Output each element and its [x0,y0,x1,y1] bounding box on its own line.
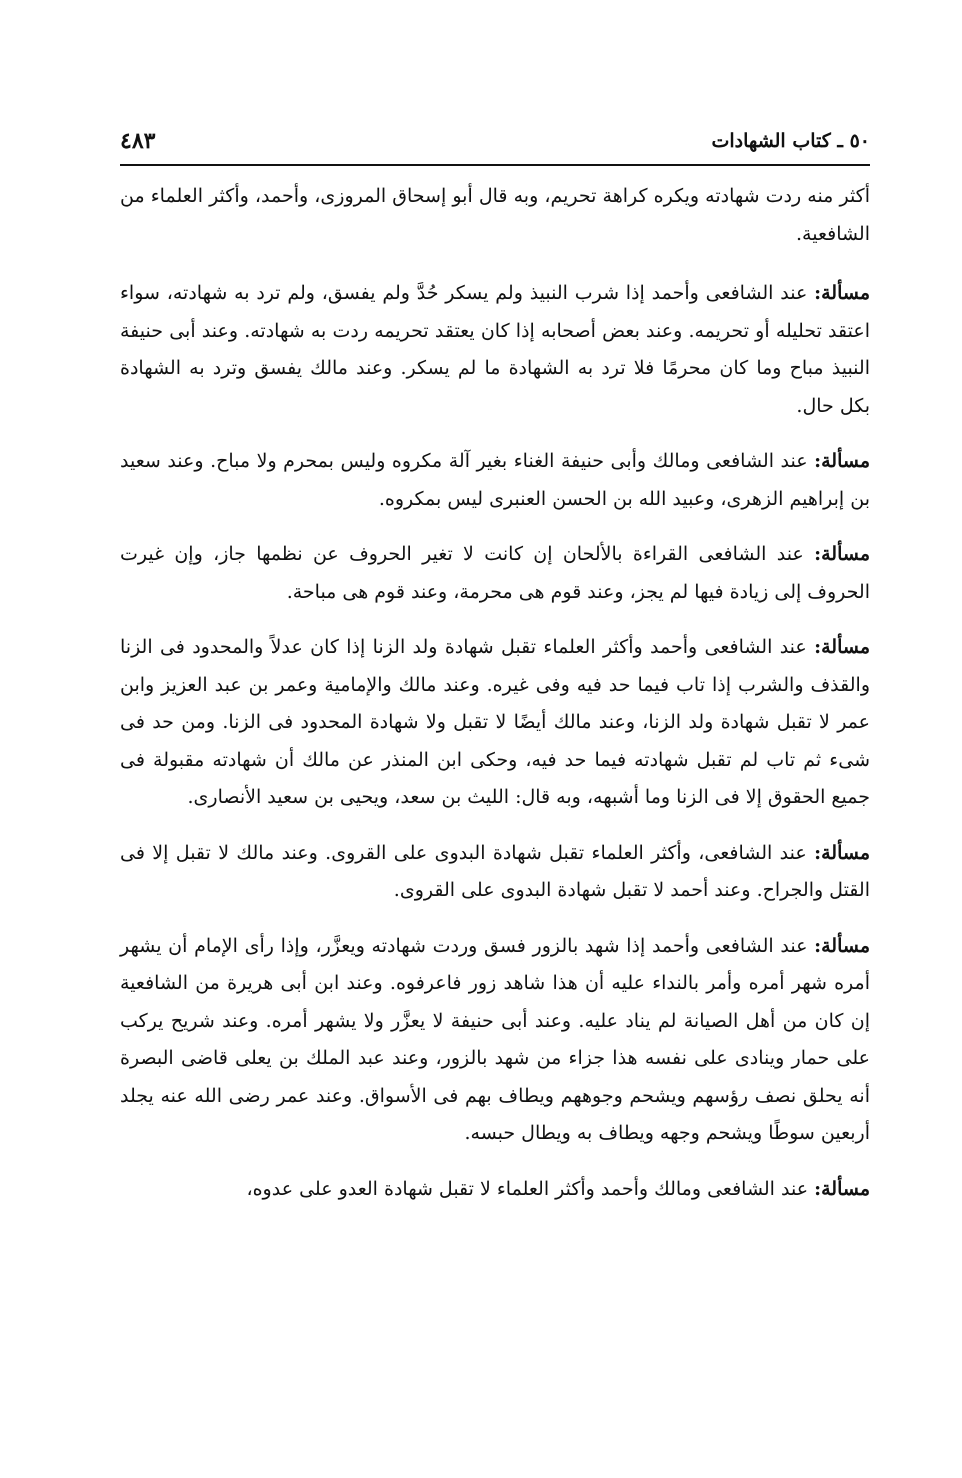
masala-text: عند الشافعى ومالك وأبى حنيفة الغناء بغير آلة مكروه وليس بمحرم ولا مباح. وعند سعيد بن إبراهيم الزهرى، وعبيد الله بن الحسن العنبرى ليس بمكروه. [120,450,870,510]
masala-text: عند الشافعى القراءة بالألحان إن كانت لا تغير الحروف عن نظمها جاز، وإن غيرت الحروف إلى زيادة فيها لم يجز، وعند قوم هى محرمة، وعند قوم هى مباحة. [120,543,870,603]
page-body [120,178,870,1208]
masala-paragraph [120,275,870,425]
page-number: ٤٨٣ [120,128,156,154]
header-divider [120,164,870,166]
masala-text: عند الشافعى ومالك وأحمد وأكثر العلماء لا تقبل شهادة العدو على عدوه، [246,1177,809,1200]
page-header [120,122,870,160]
masala-label: مسألة: [814,543,871,565]
masala-text: عند الشافعى وأحمد إذا شرب النبيذ ولم يسكر حُدَّ ولم يفسق، ولم ترد به شهادته، سواء اعتقد تحليله أو تحريمه. وعند بعض أصحابه إذا كان يعتقد تحريمه ردت به شهادته. وعند أبى حنيفة النبيذ مباح وما كان محرمًا فلا ترد به الشهادة ما لم يسكر. وعند مالك يفسق وترد به الشهادة بكل حال. [120,282,870,417]
masala-paragraph [120,928,870,1153]
masala-label: مسألة: [814,636,870,658]
masala-text: عند الشافعى، وأكثر العلماء تقبل شهادة البدوى على القروى. وعند مالك لا تقبل إلا فى القتل والجراح. وعند أحمد لا تقبل شهادة البدوى على القروى. [120,841,870,901]
intro-paragraph: أكثر منه ردت شهادته ويكره كراهة تحريم، وبه قال أبو إسحاق المروزى، وأحمد، وأكثر العلماء من الشافعية. [120,185,870,245]
masala-paragraph [120,835,870,910]
masala-paragraph [120,443,870,518]
masala-label: مسألة: [814,934,870,957]
masala-label: مسألة: [814,841,870,864]
chapter-title: ٥٠ ـ كتاب الشهادات [711,130,870,152]
masala-label: مسألة: [814,282,870,304]
masala-label: مسألة: [814,450,871,472]
masala-text: عند الشافعى وأحمد وأكثر العلماء تقبل شهادة ولد الزنا إذا كان عدلاً والمحدود فى الزنا والقذف والشرب إذا تاب فيما حد فيه وفى غيره. وعند مالك والإمامية وعمر بن عبد العزيز وابن عمر لا تقبل شهادة ولد الزنا، وعند مالك أيضًا لا تقبل ولا شهادة المحدود فى الزنا. ومن حد فى شىء ثم تاب لم تقبل شهادته فيما حد فيه، وحكى ابن المنذر عن مالك أن شهادته مقبولة فى جميع الحقوق إلا فى الزنا وما أشبهه، وبه قال: الليث بن سعد، ويحيى بن سعيد الأنصارى. [120,636,870,808]
masala-text: عند الشافعى وأحمد إذا شهد بالزور فسق وردت شهادته ويعزَّر، وإذا رأى الإمام أن يشهر أمره شهر أمره وأمر بالنداء عليه أن هذا شاهد زور فاعرفوه. وعند ابن أبى هريرة من الشافعية إن كان من أهل الصيانة لم يناد عليه. وعند أبى حنيفة لا يعزَّر ولا يشهر أمره. وعند شريح يركب على حمار وينادى على نفسه هذا جزاء من شهد بالزور، وعند عبد الملك بن يعلى قاضى البصرة أنه يحلق نصف رؤسهم ويشحم وجوههم ويطاف بهم فى الأسواق. وعند عمر رضى الله عنه يجلد أربعين سوطًا ويشحم وجهه ويطاف به ويطال حبسه. [120,934,870,1144]
masala-label: مسألة: [814,1177,870,1200]
masala-paragraph [120,629,870,817]
masala-paragraph [120,536,870,611]
masala-paragraph [120,1171,870,1209]
